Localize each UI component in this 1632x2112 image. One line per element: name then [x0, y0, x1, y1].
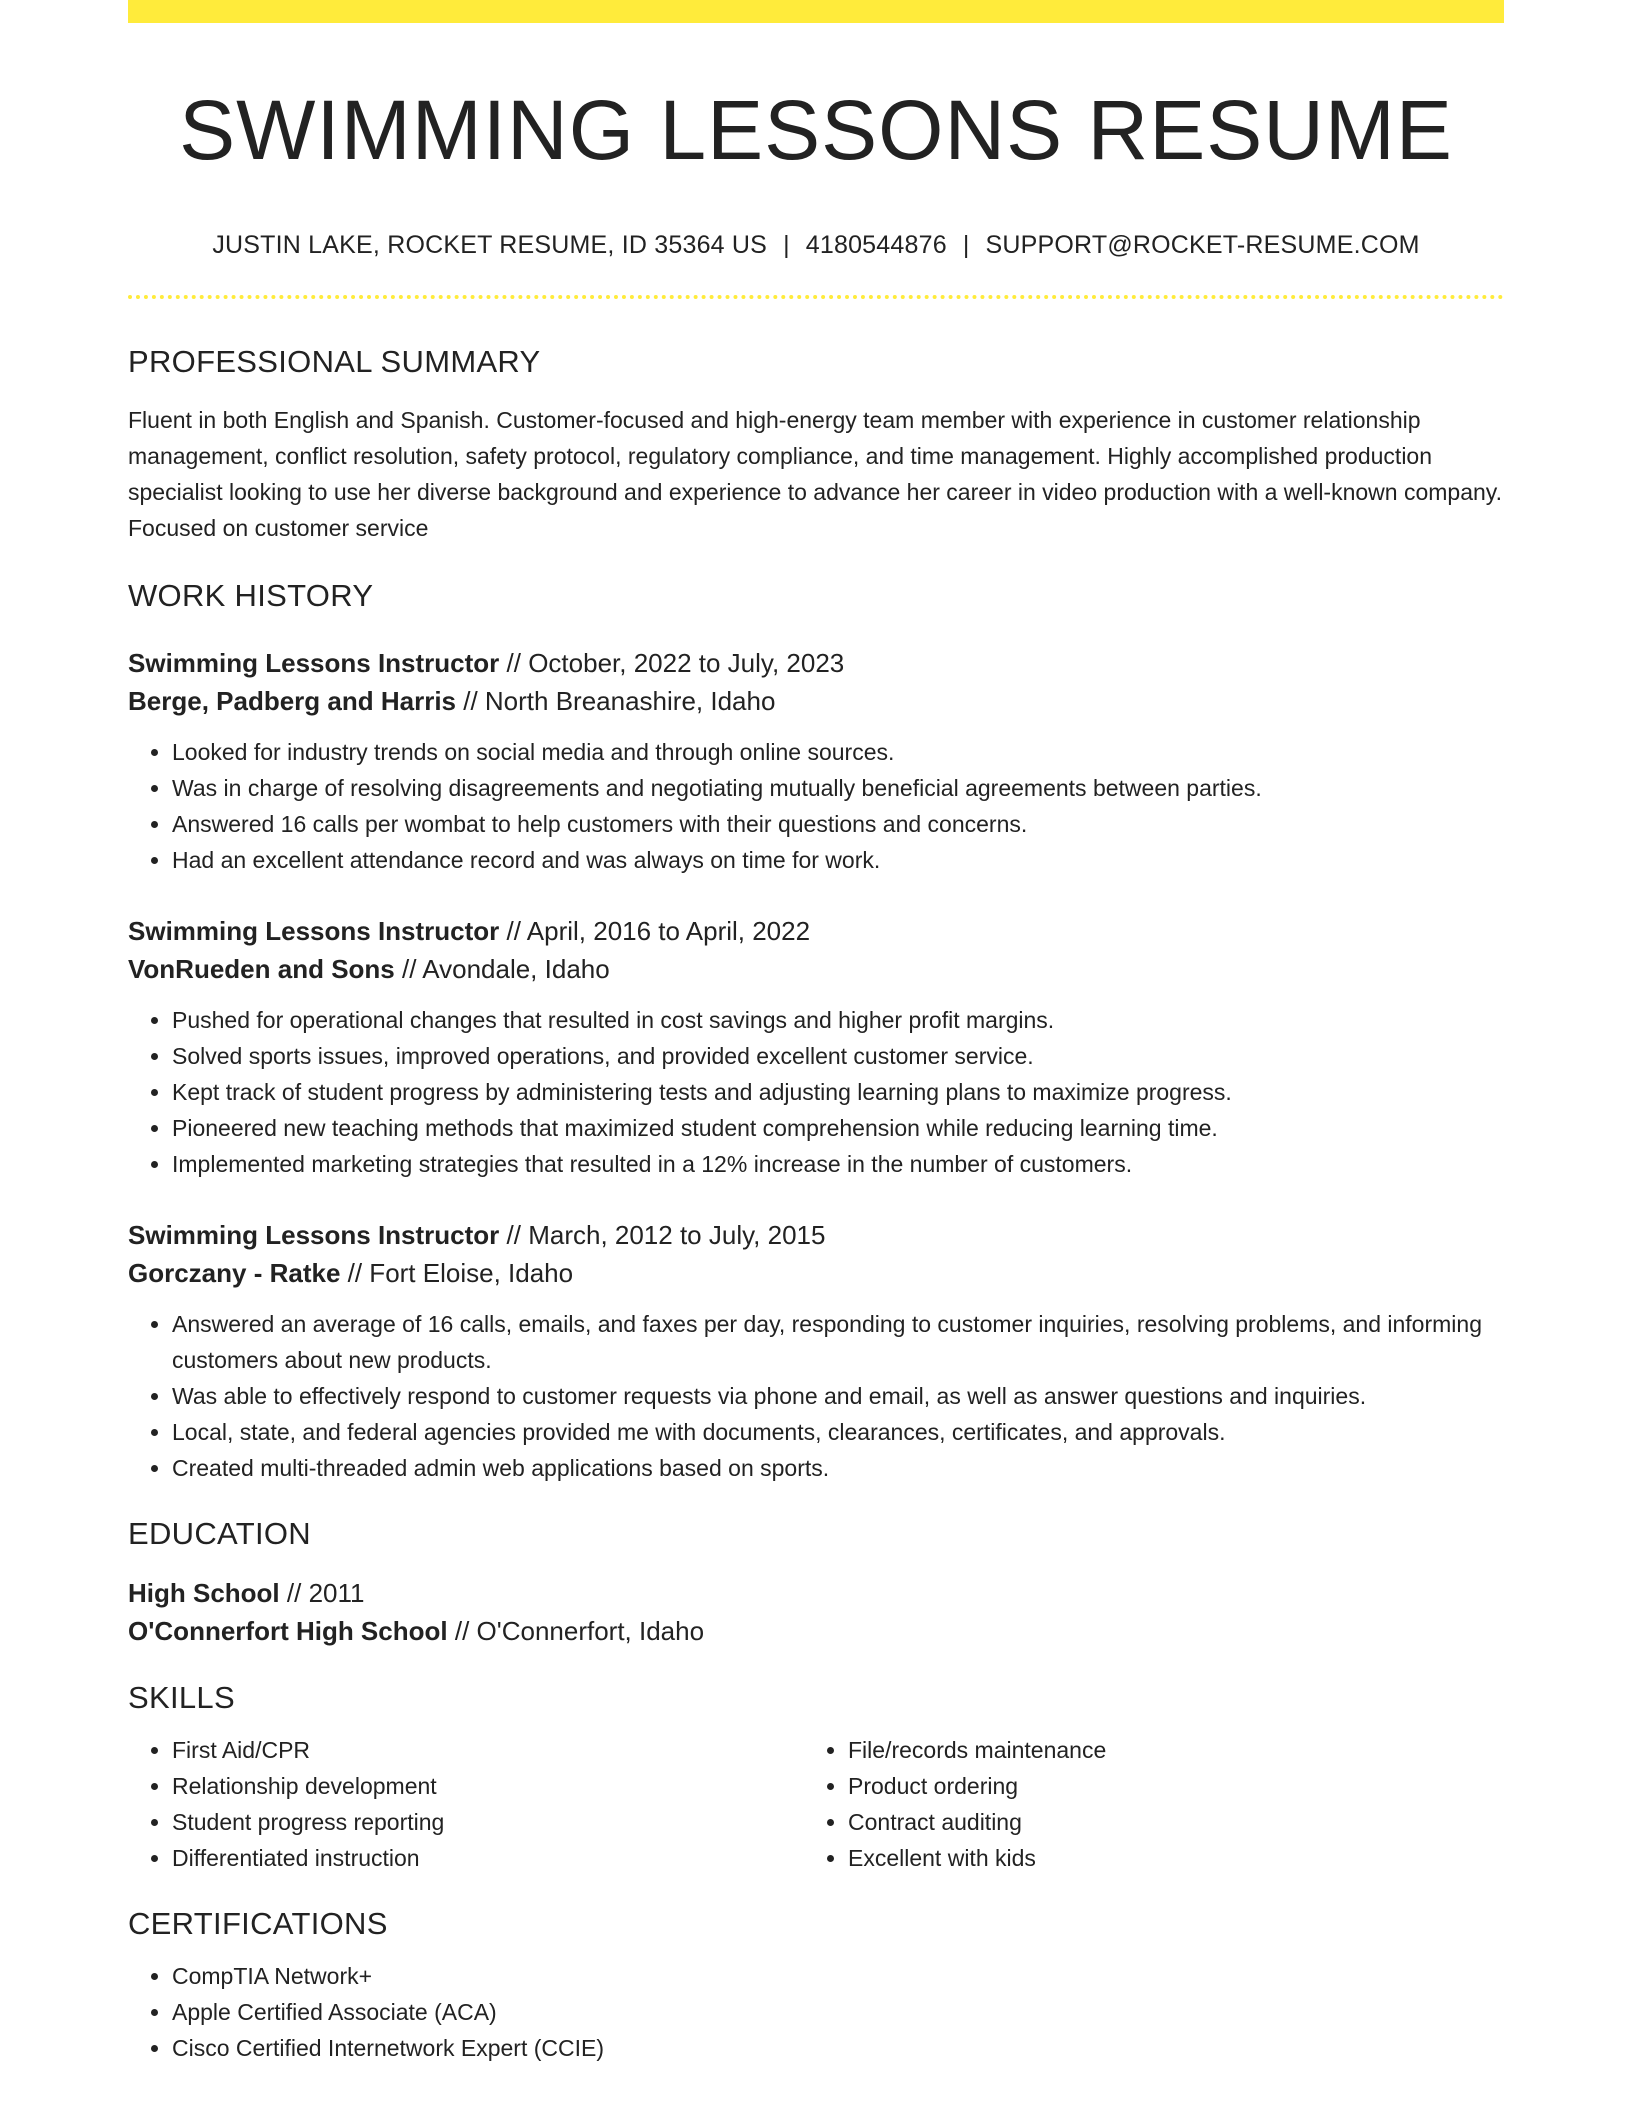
skill-item: • Relationship development — [172, 1768, 804, 1804]
skill-item: • Excellent with kids — [848, 1840, 1480, 1876]
education-heading: EDUCATION — [128, 1516, 311, 1552]
job-bullet: • Had an excellent attendance record and was always on time for work. — [172, 842, 1504, 878]
contact-address: JUSTIN LAKE, ROCKET RESUME, ID 35364 US — [212, 231, 768, 260]
job-dates: // April, 2016 to April, 2022 — [506, 916, 811, 947]
skill-item: • File/records maintenance — [848, 1732, 1480, 1768]
job-dates: // March, 2012 to July, 2015 — [506, 1220, 826, 1251]
job-title-line — [128, 644, 1504, 682]
skills-columns — [128, 1732, 1504, 1876]
job-bullets — [128, 734, 1504, 878]
skill-item: • Differentiated instruction — [172, 1840, 804, 1876]
contact-line — [128, 231, 1504, 260]
contact-email: SUPPORT@ROCKET-RESUME.COM — [985, 231, 1420, 260]
work-history-heading: WORK HISTORY — [128, 578, 374, 614]
skills-list-right — [804, 1732, 1480, 1876]
certification-item: • Apple Certified Associate (ACA) — [172, 1994, 1504, 2030]
certification-item: • CompTIA Network+ — [172, 1958, 1504, 1994]
job-location: // Avondale, Idaho — [402, 954, 610, 985]
summary-text: Fluent in both English and Spanish. Customer-focused and high-energy team member with experience in customer relationship management, conflict resolution, safety protocol, regulatory compliance, and time management. Highly accomplished production specialist looking to use her diverse background and experience to advance her career in video production with a well-known company. Focused on customer service — [128, 407, 1502, 542]
job-bullet: • Implemented marketing strategies that resulted in a 12% increase in the number of customers. — [172, 1146, 1504, 1182]
job-bullet: • Looked for industry trends on social media and through online sources. — [172, 734, 1504, 770]
job-company-line — [128, 950, 1504, 988]
contact-separator: | — [962, 231, 970, 260]
summary-heading: PROFESSIONAL SUMMARY — [128, 344, 541, 380]
job-bullet: • Answered 16 calls per wombat to help customers with their questions and concerns. — [172, 806, 1504, 842]
certifications-list — [128, 1958, 1504, 2066]
certification-item: • Cisco Certified Internetwork Expert (CCIE) — [172, 2030, 1504, 2066]
job-entry — [128, 912, 1504, 1182]
job-company-line — [128, 1254, 1504, 1292]
job-bullet: • Local, state, and federal agencies provided me with documents, clearances, certificates, and approvals. — [172, 1414, 1504, 1450]
job-title-line — [128, 912, 1504, 950]
education-degree-line — [128, 1574, 1504, 1612]
resume-page — [128, 0, 1504, 2066]
job-bullet: • Created multi-threaded admin web applications based on sports. — [172, 1450, 1504, 1486]
skill-item: • Contract auditing — [848, 1804, 1480, 1840]
skills-list-left — [128, 1732, 804, 1876]
job-title-line — [128, 1216, 1504, 1254]
header-divider — [128, 295, 1504, 299]
skills-heading: SKILLS — [128, 1680, 235, 1716]
education-school: O'Connerfort High School — [128, 1616, 448, 1647]
job-entry — [128, 1216, 1504, 1486]
job-company: Gorczany - Ratke — [128, 1258, 341, 1289]
job-bullet: • Was able to effectively respond to customer requests via phone and email, as well as answer questions and inquiries. — [172, 1378, 1504, 1414]
job-bullet: • Pioneered new teaching methods that maximized student comprehension while reducing learning time. — [172, 1110, 1504, 1146]
job-bullets — [128, 1002, 1504, 1182]
contact-phone: 4180544876 — [805, 231, 947, 260]
skill-item: • Product ordering — [848, 1768, 1480, 1804]
job-company: Berge, Padberg and Harris — [128, 686, 456, 717]
skill-item: • Student progress reporting — [172, 1804, 804, 1840]
resume-title: SWIMMING LESSONS RESUME — [179, 83, 1453, 177]
job-bullet: • Was in charge of resolving disagreements and negotiating mutually beneficial agreements between parties. — [172, 770, 1504, 806]
contact-separator: | — [783, 231, 790, 260]
top-accent-bar — [128, 0, 1504, 23]
job-dates: // October, 2022 to July, 2023 — [506, 648, 845, 679]
education-school-line — [128, 1612, 1504, 1650]
job-title: Swimming Lessons Instructor — [128, 1220, 500, 1251]
job-title: Swimming Lessons Instructor — [128, 648, 500, 679]
skill-item: • First Aid/CPR — [172, 1732, 804, 1768]
job-bullet: • Solved sports issues, improved operations, and provided excellent customer service. — [172, 1038, 1504, 1074]
job-bullets — [128, 1306, 1504, 1486]
job-company: VonRueden and Sons — [128, 954, 395, 985]
education-entry — [128, 1574, 1504, 1650]
job-bullet: • Kept track of student progress by administering tests and adjusting learning plans to maximize progress. — [172, 1074, 1504, 1110]
job-title: Swimming Lessons Instructor — [128, 916, 500, 947]
education-degree: High School — [128, 1578, 280, 1609]
job-company-line — [128, 682, 1504, 720]
job-location: // Fort Eloise, Idaho — [347, 1258, 574, 1289]
job-entry — [128, 644, 1504, 878]
education-location: // O'Connerfort, Idaho — [454, 1616, 705, 1647]
job-location: // North Breanashire, Idaho — [463, 686, 776, 717]
certifications-heading: CERTIFICATIONS — [128, 1906, 388, 1942]
job-bullet: • Pushed for operational changes that resulted in cost savings and higher profit margins. — [172, 1002, 1504, 1038]
job-bullet: • Answered an average of 16 calls, emails, and faxes per day, responding to customer inquiries, resolving problems, and informing customers about new products. — [172, 1306, 1504, 1378]
education-year: // 2011 — [286, 1578, 365, 1609]
